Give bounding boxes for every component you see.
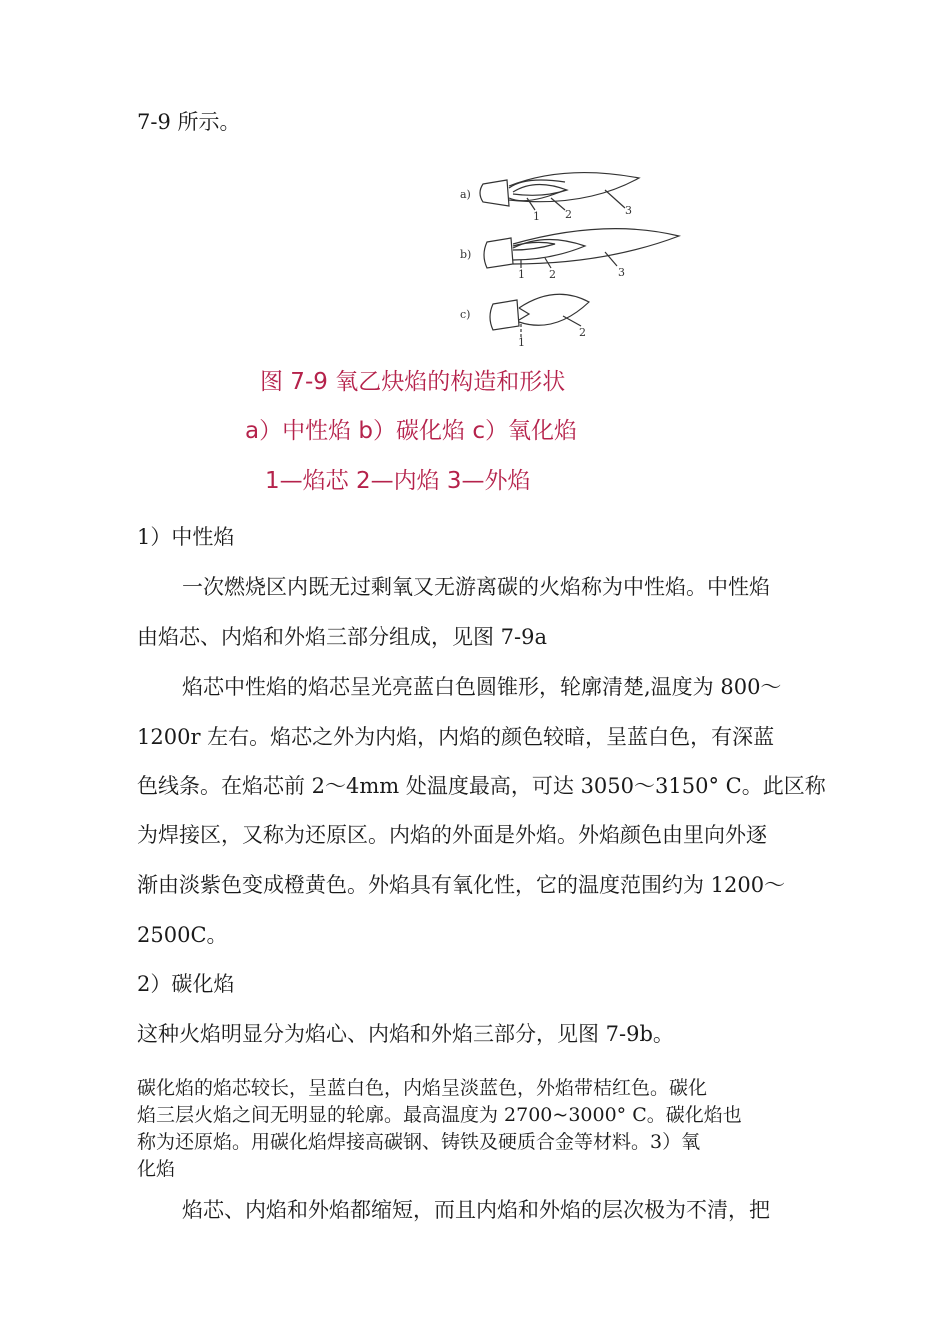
paragraph-line: 色线条。在焰芯前 2〜4mm 处温度最高，可达 3050〜3150° C。此区称 (137, 774, 826, 798)
paragraph-line: 化焰 (137, 1158, 176, 1180)
figure-label-b-1: 1 (518, 268, 525, 281)
section-heading-carburizing-flame: 2）碳化焰 (137, 972, 235, 996)
paragraph-line: 焰三层火焰之间无明显的轮廓。最高温度为 2700~3000° C。碳化焰也 (137, 1104, 742, 1126)
flame-c (490, 294, 589, 338)
text-line: 7-9 所示。 (137, 110, 241, 134)
paragraph-line: 这种火焰明显分为焰心、内焰和外焰三部分，见图 7-9b。 (137, 1022, 674, 1046)
paragraph-line: 称为还原焰。用碳化焰焊接高碳钢、铸铁及硬质合金等材料。3）氧 (137, 1131, 701, 1153)
paragraph-line: 碳化焰的焰芯较长，呈蓝白色，内焰呈淡蓝色，外焰带桔红色。碳化 (137, 1077, 708, 1099)
figure-caption-legend: 1—焰芯 2—内焰 3—外焰 (265, 468, 531, 494)
paragraph-line: 渐由淡紫色变成橙黄色。外焰具有氧化性，它的温度范围约为 1200〜 (137, 873, 786, 897)
paragraph-line: 焰芯中性焰的焰芯呈光亮蓝白色圆锥形，轮廓清楚,温度为 800〜 (182, 675, 782, 699)
figure-label-a: a) (460, 188, 471, 201)
flame-a (480, 173, 639, 210)
paragraph-line: 由焰芯、内焰和外焰三部分组成，见图 7-9a (137, 625, 548, 649)
figure-label-b-3: 3 (618, 266, 625, 279)
flame-structure-figure (455, 168, 695, 348)
figure-label-c: c) (460, 308, 471, 321)
figure-caption-subtitle: a）中性焰 b）碳化焰 c）氧化焰 (245, 418, 577, 444)
paragraph-line: 一次燃烧区内既无过剩氧又无游离碳的火焰称为中性焰。中性焰 (182, 575, 770, 599)
figure-label-b-2: 2 (549, 268, 556, 281)
figure-label-a-2: 2 (565, 208, 572, 221)
figure-caption-title: 图 7-9 氧乙炔焰的构造和形状 (260, 369, 566, 395)
figure-label-b: b) (460, 248, 472, 261)
section-heading-neutral-flame: 1）中性焰 (137, 525, 235, 549)
flame-diagram (455, 168, 695, 348)
paragraph-line: 为焊接区，又称为还原区。内焰的外面是外焰。外焰颜色由里向外逐 (137, 823, 767, 847)
paragraph-line: 2500C。 (137, 923, 228, 947)
figure-label-a-3: 3 (625, 204, 632, 217)
paragraph-line: 1200r 左右。焰芯之外为内焰，内焰的颜色较暗，呈蓝白色，有深蓝 (137, 725, 775, 749)
flame-b (484, 229, 679, 268)
figure-label-c-1: 1 (518, 336, 525, 348)
paragraph-line: 焰芯、内焰和外焰都缩短，而且内焰和外焰的层次极为不清，把 (182, 1198, 770, 1222)
figure-label-c-2: 2 (579, 326, 586, 339)
figure-label-a-1: 1 (533, 210, 540, 223)
